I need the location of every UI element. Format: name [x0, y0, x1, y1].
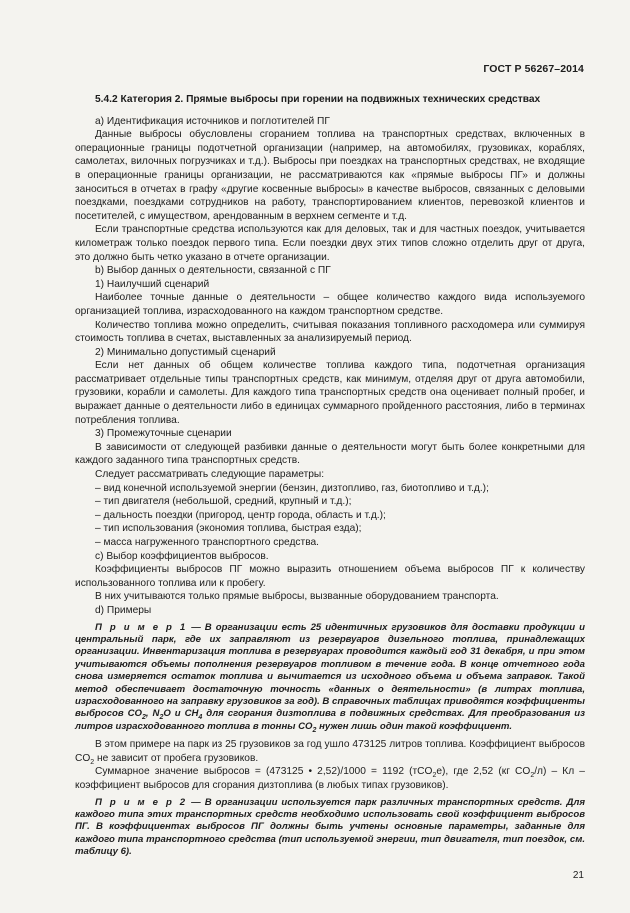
paragraph: Данные выбросы обусловлены сгоранием топлива на транспортных средствах, включенных в операционные границы подотчетной организации (например, на автомобилях, грузовиках, кораблях, самолетах, вилочных погрузчиках и т.д.). Выбросы при поездках на транспортных средствах, не входящие в операционные границы организации, не рассматриваются как «прямые выбросы ПГ» и должны заноситься в отчетах в графу «другие косвенные выбросы» в качестве выбросов, связанных с деловыми поездками, поездками сотрудников на работу, транспортированием клиентов, перевозкой клиентов и посетителей, с имуществом, арендованным в верхнем сегменте и т.д.: [75, 129, 585, 222]
paragraph: В этом примере на парк из 25 грузовиков за год ушло 473125 литров топлива. Коэффициент выбросов $CO_2$ не зависит от пробега грузовиков.: [75, 739, 585, 766]
page-body: [75, 93, 585, 864]
paragraph: Количество топлива можно определить, считывая показания топливного расходомера или суммируя стоимость топлива в счетах, выставленных за анализируемый период.: [75, 319, 585, 345]
example-label: П р и м е р 2: [95, 796, 188, 808]
paragraph: Суммарное значение выбросов = (473125 • 2,52)/1000 = 1192 (тCO$_2$e), где 2,52 (кг $CO_2/л$) – Кл – коэффициент выбросов для сгорания дизтоплива (в любых типах грузовиков).: [75, 766, 585, 791]
example-note-1: П р и м е р 1 — В организации есть 25 идентичных грузовиков для доставки продукции и центральный парк, где их заправляют из резервуаров дизельного топлива, принадлежащих организации. Инвентаризация топлива в резервуарах проводится каждый год 31 декабря, и при этом учитываются объемы пополнения резервуаров топливом в течение года. В конце отчетного года снова измеряется остаток топлива и вычитается из исходного объема и объема заправок. Такой метод обеспечивает достаточную точность «данных о деятельности» (в литрах топлива, израсходованного на заправку грузовиков за год). В справочных таблицах приводятся коэффициенты выбросов $CO_2$, $N_2O$ и $CH_4$ для сгорания дизтоплива в подвижных средствах. Для преобразования из литров израсходованного топлива в тонны $CO_2$ нужен лишь один такой коэффициент.: [75, 621, 585, 734]
paragraph: 1) Наилучший сценарий: [95, 278, 210, 290]
standard-number: ГОСТ Р 56267–2014: [483, 63, 584, 75]
paragraph: Если транспортные средства используются как для деловых, так и для частных поездок, учитывается километраж только поездок первого типа. Если поездки двух этих типов сложно отделить друг от друга, это должно быть четко указано в отчете организации.: [75, 224, 585, 263]
paragraph: а) Идентификация источников и поглотителей ПГ: [95, 115, 330, 127]
list-item: – дальность поездки (пригород, центр города, область и т.д.);: [95, 509, 386, 521]
example-label: П р и м е р 1: [95, 621, 188, 633]
list-item: – тип двигателя (небольшой, средний, крупный и т.д.);: [95, 496, 352, 508]
paragraph: Наиболее точные данные о деятельности – общее количество каждого вида используемого организацией топлива, израсходованного на каждом транспортном средстве.: [75, 292, 585, 317]
example-note-2: П р и м е р 2 — В организации используется парк различных транспортных средств. Для каждого типа этих транспортных средств необходимо использовать свой коэффициент выбросов ПГ. В коэффициентах выбросов ПГ должны быть учтены основные параметры, заданные для каждого типа транспортного средства (тип используемой энергии, тип двигателя, тип поездок, см. таблицу 6).: [75, 796, 586, 858]
paragraph: Следует рассматривать следующие параметры:: [95, 469, 325, 481]
paragraph: Если нет данных об общем количестве топлива каждого типа, подотчетная организация рассматривает отдельные типы транспортных средств, как минимум, отделяя друг от друга автомобили, грузовики, корабли и самолеты. Для каждого типа транспортных средств она оценивает полный пробег, и выражает данные о деятельности либо в единицах суммарного пройденного расстояния, либо в терминах потребления топлива.: [75, 360, 585, 426]
paragraph: В зависимости от следующей разбивки данные о деятельности могут быть более конкретными для каждого заданного типа транспортных средств.: [75, 441, 585, 467]
paragraph: c) Выбор коэффициентов выбросов.: [95, 550, 269, 562]
page-number: 21: [572, 870, 584, 881]
list-item: – тип использования (экономия топлива, быстрая езда);: [95, 523, 362, 535]
paragraph: 3) Промежуточные сценарии: [95, 428, 232, 440]
list-item: – вид конечной используемой энергии (бензин, дизтопливо, газ, биотопливо и т.д.);: [95, 482, 489, 494]
paragraph: 2) Минимально допустимый сценарий: [95, 346, 276, 358]
list-item: – масса нагруженного транспортного средства.: [95, 537, 319, 548]
paragraph: d) Примеры: [95, 604, 152, 616]
paragraph: В них учитываются только прямые выбросы, вызванные оборудованием транспорта.: [95, 591, 499, 603]
paragraph: b) Выбор данных о деятельности, связанной с ПГ: [95, 265, 331, 277]
section-title: 5.4.2 Категория 2. Прямые выбросы при горении на подвижных технических средствах: [95, 94, 541, 105]
paragraph: Коэффициенты выбросов ПГ можно выразить отношением объема выбросов ПГ к количеству использованного топлива или к пробегу.: [75, 564, 585, 589]
